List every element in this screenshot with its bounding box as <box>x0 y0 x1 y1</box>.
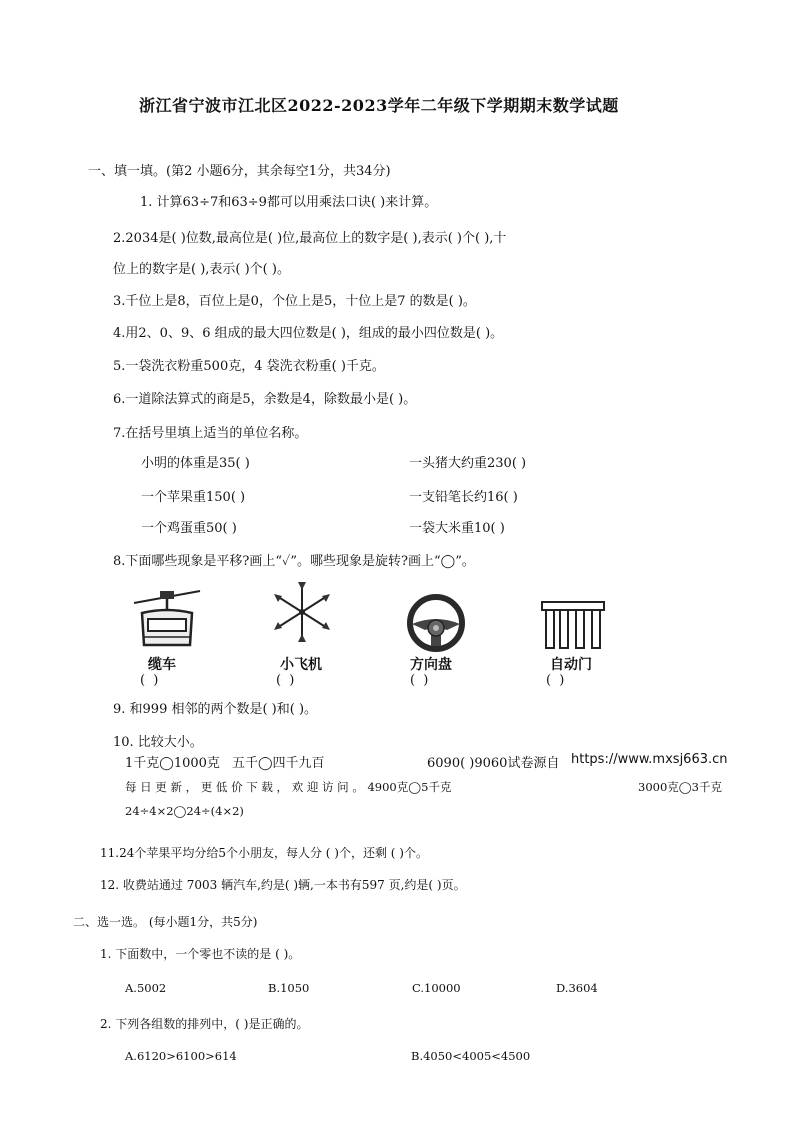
q7-item: 小明的体重是35( ) <box>141 456 250 471</box>
question-1-6: 6.一道除法算式的商是5，余数是4，除数最小是( )。 <box>113 392 417 407</box>
page-title: 浙江省宁波市江北区2022-2023学年二年级下学期期末数学试题 <box>139 96 619 115</box>
steering-wheel-icon <box>407 594 465 652</box>
pic-label-automatic-door: 自动门 <box>550 657 592 673</box>
question-1-5: 5.一袋洗衣粉重500克，4 袋洗衣粉重( )千克。 <box>113 359 385 374</box>
option-b: B.4050<4005<4500 <box>411 1049 531 1063</box>
toy-airplane-icon <box>270 580 334 644</box>
question-1-8: 8.下面哪些现象是平移?画上“✓”。哪些现象是旋转?画上“◯”。 <box>113 554 475 569</box>
q7-item: 一个苹果重150( ) <box>141 490 246 505</box>
question-1-11: 11.24个苹果平均分给5个小朋友，每人分 ( )个，还剩 ( )个。 <box>100 846 428 860</box>
q7-item: 一支铅笔长约16( ) <box>409 490 518 505</box>
question-1-12: 12. 收费站通过 7003 辆汽车,约是( )辆,一本书有597 页,约是( )页。 <box>100 878 466 892</box>
question-1-7: 7.在括号里填上适当的单位名称。 <box>113 426 308 441</box>
answer-paren: ( ) <box>410 673 431 688</box>
option-a: A.5002 <box>125 981 167 995</box>
pic-label-steering-wheel: 方向盘 <box>410 657 452 673</box>
q7-item: 一个鸡蛋重50( ) <box>141 521 237 536</box>
option-a: A.6120>6100>614 <box>125 1049 237 1063</box>
cable-car-icon <box>132 585 202 655</box>
question-2-2: 2. 下列各组数的排列中，( )是正确的。 <box>100 1017 309 1031</box>
question-1-3: 3.千位上是8，百位上是0，个位上是5，十位上是7 的数是( )。 <box>113 294 476 309</box>
option-d: D.3604 <box>556 981 598 995</box>
answer-paren: ( ) <box>546 673 567 688</box>
question-1-2-line1: 2.2034是( )位数,最高位是( )位,最高位上的数字是( ),表示( )个( ),十 <box>113 231 507 246</box>
question-1-4: 4.用2、0、9、6 组成的最大四位数是( )，组成的最小四位数是( )。 <box>113 326 504 341</box>
q7-item: 一头猪大约重230( ) <box>409 456 527 471</box>
section-1-heading: 一、填一填。(第2 小题6分，其余每空1分，共34分) <box>88 164 391 179</box>
pic-label-cable-car: 缆车 <box>148 657 176 673</box>
option-c: C.10000 <box>412 981 461 995</box>
question-1-9: 9. 和999 相邻的两个数是( )和( )。 <box>113 702 318 717</box>
compare-item: 24÷4×2◯24÷(4×2) <box>125 804 244 818</box>
pic-label-airplane: 小飞机 <box>280 657 322 673</box>
compare-item: 6090( )9060试卷源自 <box>427 756 560 771</box>
compare-item: 五千◯四千九百 <box>232 756 325 771</box>
answer-paren: ( ) <box>276 673 297 688</box>
compare-item: 每 日 更 新 ， 更 低 价 下 载 ， 欢 迎 访 问 。 4900克◯5千克 <box>125 780 452 794</box>
automatic-door-icon <box>540 600 606 650</box>
q7-item: 一袋大米重10( ) <box>409 521 505 536</box>
question-1-1: 1. 计算63÷7和63÷9都可以用乘法口诀( )来计算。 <box>140 195 438 210</box>
compare-item: 1千克◯1000克 <box>125 756 220 771</box>
question-1-10: 10. 比较大小。 <box>113 735 203 750</box>
compare-item: 3000克◯3千克 <box>638 780 722 794</box>
question-1-2-line2: 位上的数字是( ),表示( )个( )。 <box>113 262 290 277</box>
answer-paren: ( ) <box>140 673 161 688</box>
watermark-url: https://www.mxsj663.cn <box>571 752 728 767</box>
option-b: B.1050 <box>268 981 310 995</box>
question-2-1: 1. 下面数中，一个零也不读的是 ( )。 <box>100 947 301 961</box>
section-2-heading: 二、选一选。 (每小题1分，共5分) <box>73 915 258 929</box>
